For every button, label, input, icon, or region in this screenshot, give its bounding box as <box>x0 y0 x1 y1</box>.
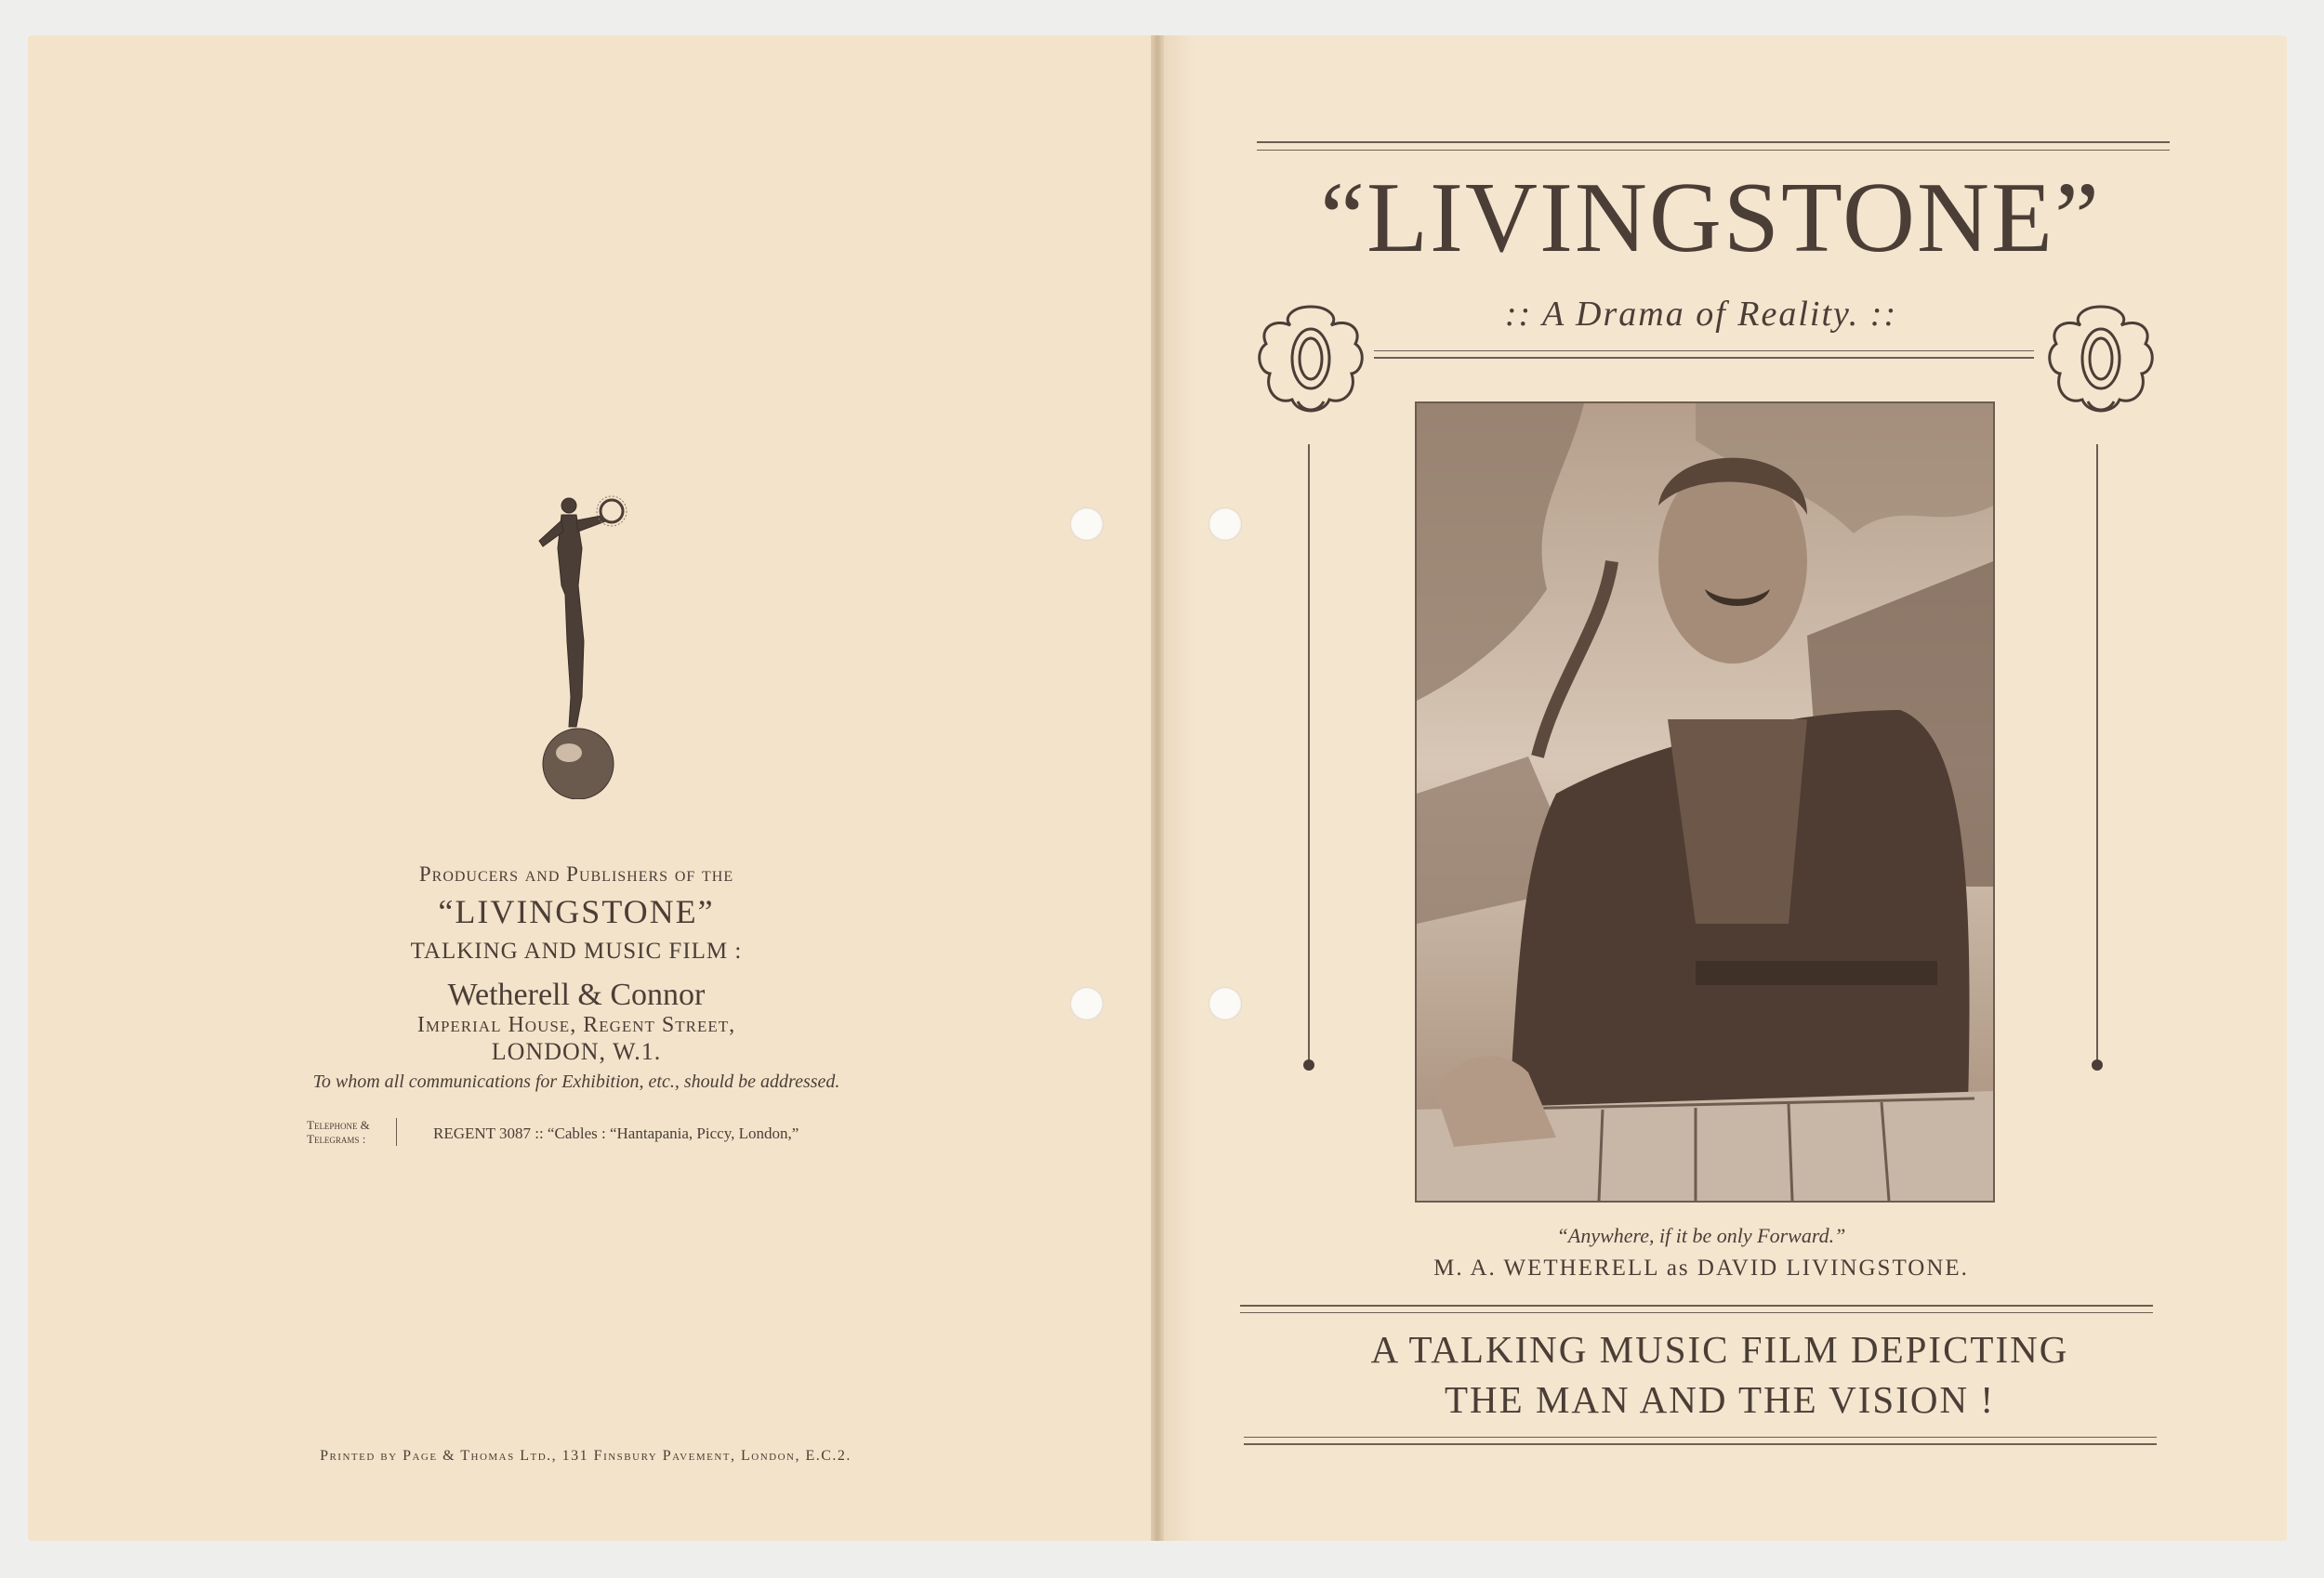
film-title-small: “LIVINGSTONE” <box>438 893 715 930</box>
contact-row <box>307 1116 902 1153</box>
photo-quote: “Anywhere, if it be only Forward.” <box>1556 1224 1846 1247</box>
tagline-line-2: THE MAN AND THE VISION ! <box>1445 1378 1995 1421</box>
photo-caption: M. A. WETHERELL as DAVID LIVINGSTONE. <box>1433 1256 1969 1281</box>
tagline-rule <box>1240 1305 2153 1307</box>
line-terminal-dot <box>1303 1059 1314 1071</box>
punch-hole <box>1070 987 1103 1020</box>
left-border-line <box>1308 444 1310 1067</box>
address-line-1: Imperial House, Regent Street, <box>416 1013 736 1037</box>
address-line-2: LONDON, W.1. <box>491 1038 662 1065</box>
divider <box>396 1118 397 1146</box>
producers-line: Producers and Publishers of the <box>418 862 734 886</box>
statuette-on-globe-icon <box>521 483 632 799</box>
bottom-rule <box>1244 1437 2157 1438</box>
punch-hole <box>1208 987 1242 1020</box>
portrait-photo <box>1415 401 1995 1203</box>
line-terminal-dot <box>2092 1059 2103 1071</box>
telephone-value: REGENT 3087 :: “Cables : “Hantapania, Piccy, London,” <box>433 1124 799 1142</box>
subtitle: :: A Drama of Reality. :: <box>1504 295 1898 334</box>
page-title: “LIVINGSTONE” <box>1320 163 2101 273</box>
telephone-label: Telephone & Telegrams : <box>307 1118 370 1146</box>
cartouche-ornament-icon <box>1246 297 1376 446</box>
communications-note: To whom all communications for Exhibition, etc., should be addressed. <box>312 1072 840 1092</box>
printer-line: Printed by Page & Thomas Ltd., 131 Finsbury Pavement, London, E.C.2. <box>320 1448 852 1464</box>
right-border-line <box>2096 444 2098 1067</box>
tagline-line-1: A TALKING MUSIC FILM DEPICTING <box>1370 1328 2069 1371</box>
company-name: Wetherell & Connor <box>447 978 706 1012</box>
publisher-block <box>251 862 902 1093</box>
bottom-rule <box>1244 1443 2157 1445</box>
punch-hole <box>1070 507 1103 541</box>
subtitle-rule <box>1374 357 2034 359</box>
punch-hole <box>1208 507 1242 541</box>
subtitle-rule <box>1374 350 2034 351</box>
film-type: TALKING AND MUSIC FILM : <box>410 939 743 964</box>
top-rule <box>1257 141 2170 143</box>
top-rule <box>1257 150 2170 151</box>
tagline-rule <box>1240 1312 2153 1313</box>
cartouche-ornament-icon <box>2036 297 2166 446</box>
spine-fold <box>1151 35 1164 1541</box>
